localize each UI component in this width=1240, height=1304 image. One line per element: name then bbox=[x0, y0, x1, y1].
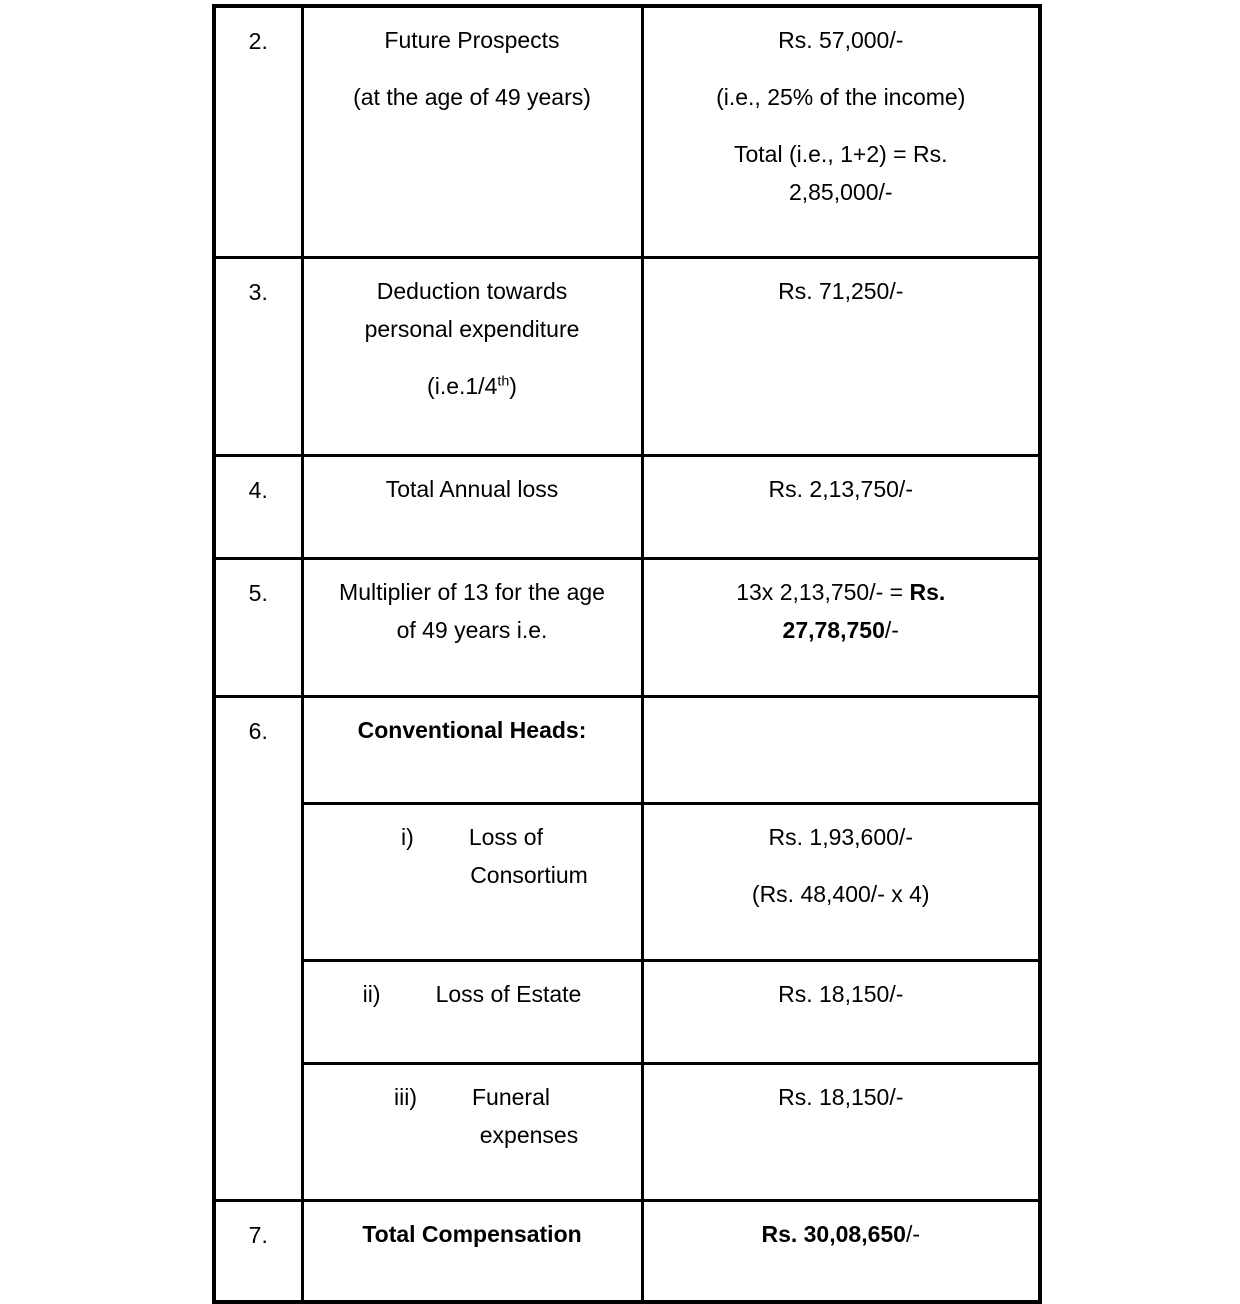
amount-cell bbox=[642, 961, 1040, 1064]
paragraph bbox=[654, 78, 1029, 116]
serial-cell: 3. bbox=[214, 258, 302, 456]
text-segment: Rs. bbox=[909, 579, 946, 605]
description-cell bbox=[302, 804, 642, 961]
paragraph bbox=[654, 272, 1029, 310]
text-segment: Deduction towards bbox=[376, 278, 568, 304]
text-segment: 27,78,750 bbox=[782, 617, 885, 643]
list-text: Funeral bbox=[472, 1084, 550, 1110]
list-item bbox=[314, 975, 631, 1013]
amount-cell bbox=[642, 456, 1040, 559]
list-marker: iii) bbox=[394, 1084, 417, 1110]
table-row bbox=[214, 1064, 1040, 1201]
paragraph bbox=[654, 1078, 1029, 1116]
paragraph bbox=[314, 78, 631, 116]
text-segment: Multiplier of 13 for the age bbox=[339, 579, 605, 605]
text-segment: th bbox=[497, 373, 510, 390]
serial-cell: 4. bbox=[214, 456, 302, 559]
description-cell bbox=[302, 961, 642, 1064]
amount-cell bbox=[642, 1201, 1040, 1303]
paragraph bbox=[314, 573, 631, 649]
list-marker: ii) bbox=[362, 981, 381, 1007]
text-segment: Rs. 1,93,600/- bbox=[768, 824, 913, 850]
paragraph bbox=[654, 1215, 1029, 1253]
text-segment: (i.e.1/4 bbox=[427, 373, 498, 399]
serial-cell: 5. bbox=[214, 559, 302, 697]
compensation-table bbox=[212, 4, 1042, 1304]
text-segment: Rs. 18,150/- bbox=[778, 981, 904, 1007]
description-cell bbox=[302, 456, 642, 559]
list-text: Consortium bbox=[470, 862, 588, 888]
amount-cell bbox=[642, 559, 1040, 697]
text-segment: Rs. 18,150/- bbox=[778, 1084, 904, 1110]
list-text: expenses bbox=[479, 1122, 579, 1148]
paragraph bbox=[314, 272, 631, 348]
table-row bbox=[214, 6, 1040, 258]
list-item bbox=[314, 1078, 631, 1154]
text-segment: /- bbox=[905, 1221, 921, 1247]
text-segment: of 49 years i.e. bbox=[396, 617, 548, 643]
paragraph bbox=[654, 818, 1029, 856]
text-segment: /- bbox=[884, 617, 899, 643]
amount-cell bbox=[642, 258, 1040, 456]
text-segment: (at the age of 49 years) bbox=[353, 84, 591, 110]
text-segment: ) bbox=[509, 373, 517, 399]
amount-cell bbox=[642, 804, 1040, 961]
text-segment: Rs. 2,13,750/- bbox=[768, 476, 913, 502]
amount-cell bbox=[642, 6, 1040, 258]
description-cell bbox=[302, 559, 642, 697]
table-body bbox=[214, 6, 1040, 1302]
text-segment: Total Compensation bbox=[362, 1221, 582, 1247]
amount-cell bbox=[642, 697, 1040, 804]
text-segment: 2,85,000/- bbox=[788, 179, 893, 205]
description-cell bbox=[302, 1201, 642, 1303]
table-row bbox=[214, 961, 1040, 1064]
description-cell bbox=[302, 6, 642, 258]
table-row bbox=[214, 804, 1040, 961]
list-marker: i) bbox=[401, 824, 414, 850]
text-segment: personal expenditure bbox=[364, 316, 580, 342]
description-cell bbox=[302, 697, 642, 804]
serial-cell: 7. bbox=[214, 1201, 302, 1303]
paragraph bbox=[314, 21, 631, 59]
serial-cell: 6. bbox=[214, 697, 302, 1201]
list-text: Loss of Estate bbox=[435, 981, 582, 1007]
list-item-first-line bbox=[314, 1078, 631, 1116]
list-item bbox=[314, 818, 631, 894]
table-row bbox=[214, 697, 1040, 804]
paragraph bbox=[314, 1215, 631, 1253]
paragraph bbox=[654, 573, 1029, 649]
list-item-first-line bbox=[314, 975, 631, 1013]
amount-cell bbox=[642, 1064, 1040, 1201]
paragraph bbox=[314, 711, 631, 749]
paragraph bbox=[654, 875, 1029, 913]
text-segment: Rs. 30,08,650 bbox=[761, 1221, 906, 1247]
paragraph bbox=[654, 975, 1029, 1013]
text-segment: Conventional Heads: bbox=[357, 717, 587, 743]
serial-cell: 2. bbox=[214, 6, 302, 258]
text-segment: Rs. 57,000/- bbox=[778, 27, 904, 53]
description-cell bbox=[302, 258, 642, 456]
paragraph bbox=[314, 367, 631, 405]
paragraph bbox=[654, 135, 1029, 211]
text-segment: (i.e., 25% of the income) bbox=[716, 84, 966, 110]
table-row bbox=[214, 456, 1040, 559]
description-cell bbox=[302, 1064, 642, 1201]
text-segment: Future Prospects bbox=[384, 27, 560, 53]
text-segment: 13x 2,13,750/- = bbox=[736, 579, 910, 605]
table-row bbox=[214, 258, 1040, 456]
text-segment: Total (i.e., 1+2) = Rs. bbox=[734, 141, 948, 167]
paragraph bbox=[654, 21, 1029, 59]
list-text: Loss of bbox=[468, 824, 543, 850]
paragraph bbox=[314, 470, 631, 508]
text-segment: Rs. 71,250/- bbox=[778, 278, 904, 304]
table-row bbox=[214, 1201, 1040, 1303]
text-segment: (Rs. 48,400/- x 4) bbox=[751, 881, 930, 907]
text-segment: Total Annual loss bbox=[385, 476, 559, 502]
table-row bbox=[214, 559, 1040, 697]
list-item-first-line bbox=[314, 818, 631, 856]
paragraph bbox=[654, 470, 1029, 508]
